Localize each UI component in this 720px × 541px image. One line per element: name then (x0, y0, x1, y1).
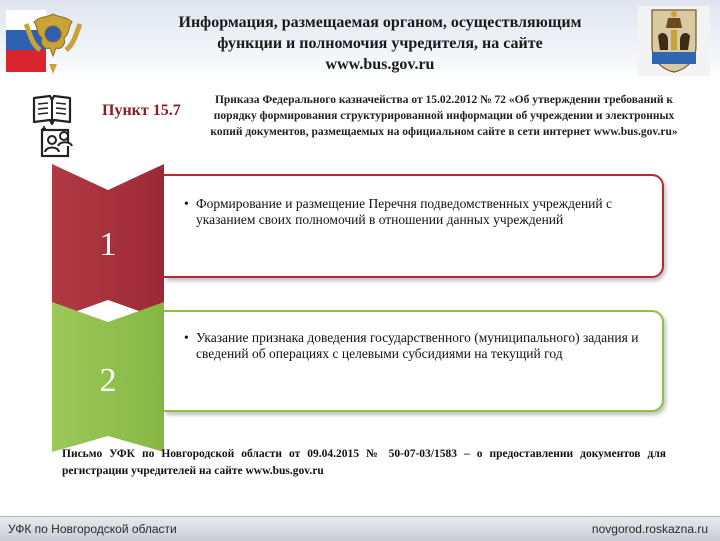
step-2-text: • Указание признака доведения государственного (муниципального) задания и сведений об операциях с целевыми субсидиями на текущий год (184, 330, 652, 362)
punkt-label: Пункт 15.7 (102, 102, 181, 119)
page-title (130, 12, 630, 75)
title-line-2: функции и полномочия учредителя, на сайте (217, 35, 543, 52)
eagle-emblem-icon (6, 4, 100, 78)
letter-reference: Письмо УФК по Новгородской области от 09.04.2015 № 50-07-03/1583 – о предоставлении документов для регистрации учредителей на сайте www.bus.gov.ru (62, 448, 666, 477)
novgorod-coat-of-arms-icon (638, 6, 710, 76)
step-1-number: 1 (99, 226, 117, 263)
step-2-number: 2 (99, 362, 117, 399)
footer-website-link[interactable]: novgorod.roskazna.ru (591, 522, 708, 536)
title-line-3: www.bus.gov.ru (325, 56, 435, 73)
title-line-1: Информация, размещаемая органом, осуществляющим (178, 14, 582, 31)
footer-bar (0, 516, 720, 541)
step-1-text: • Формирование и размещение Перечня подведомственных учреждений с указанием своих полномочий в отношении данных учреждений (184, 196, 652, 228)
order-description: Приказа Федерального казначейства от 15.02.2012 № 72 «Об утверждении требований к порядку формирования структурированной информации об учреждении и электронных копий документов, размещаемых на официальном сайте в сети интернет www.bus.gov.ru» (210, 94, 678, 138)
people-icon (40, 126, 76, 160)
footer-organization: УФК по Новгородской области (8, 522, 177, 536)
step-1-box (164, 174, 664, 278)
step-2-box (164, 310, 664, 412)
